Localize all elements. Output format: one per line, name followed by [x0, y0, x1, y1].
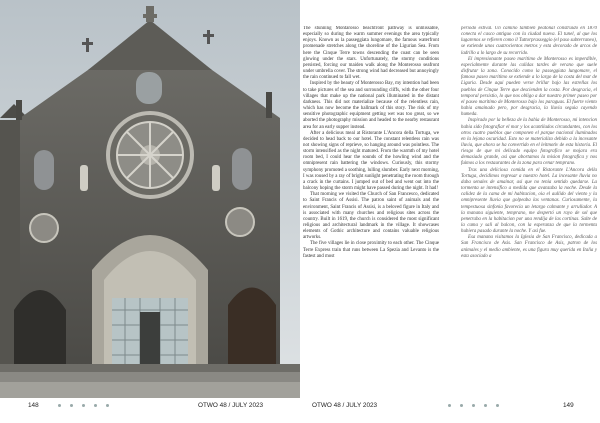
right-page	[300, 0, 600, 423]
upper-window	[136, 72, 162, 104]
spanish-paragraph-5: Esa manana visitamos la Iglesia de San Francisco, dedicada a San Francisco de Asis. San Francisco de Asis, patron de los animales y el medio ambiente, es una figura muy querida en Italia y esta asociado a	[461, 235, 597, 259]
english-paragraph-4: That morning we visited the Church of San Francesco, dedicated to Saint Francis of Assisi. The patron saint of animals and the environment, Saint Francis of Assisi, is a beloved figure in Italy and is associated with many churches and religious sites across the country. Built in 1619, the church is considered the most significant religious and architectural landmark in the village. It showcases elements of Gothic architecture and contains valuable religious artworks.	[303, 192, 439, 241]
side-window-left	[34, 150, 54, 190]
right-side-door	[228, 288, 276, 371]
left-footer-dots	[40, 402, 130, 410]
church-illustration	[0, 0, 300, 398]
left-footer-issue: OTWO 48 / JULY 2023	[198, 402, 264, 409]
english-paragraph-5: The five villages lie in close proximity to each other. The Cinque Terre Express train that runs between La Spezia and Levanto is the fastest and most	[303, 241, 439, 259]
spanish-paragraph-1: periodo estival. Un camino tambien peatonal construido en 1870 conecta el casco antiguo con la ciudad nueva. El tunel, al que los lugarenos se refieren como il Tuttorprasseggio (el paso subterraneo), se extiende unos cuatrocientos metros y esta decorado de arcos de ladrillo a lo largo de su recorrido.	[461, 26, 597, 56]
english-column	[303, 26, 439, 394]
right-page-number: 149	[563, 402, 574, 409]
left-page-number: 148	[28, 402, 39, 409]
spanish-paragraph-3: Inspirado por la belleza de la bahia de Monterosso, mi intencion habia sido fotografiar el mar y los acantilados circundantes, con los otros cuatro pueblos que componen el parque nacional iluminados en la lejana oscuridad. Esto no se materializo debido a la incesante lluvia, que ahora se ha convertido en el leitmotiv de esta historia. El riesgo de que mi delicado equipo fotografico se mojara era demasiado grande, asi que abortamos la mision fotografica y nos fuimos a los restaurantes de la zona para cenar temprano.	[461, 118, 597, 167]
english-paragraph-1: The stunning Montarosso beachfront pathway is unmissable, especially so during the warm summer evenings the area typically enjoys. Known as la passeggiata lungomare, the famous waterfront promenade stretches along the shoreline of the Ligurian Sea. From here the Cinque Terre towns descending the coast can be seen glowing under the stars. Unfortunately, the stormy conditions persisted, forcing our maiden walk along the Monterosso seafront under umbrella cover. The strong wind had decreased but annoyingly the rain continued to fall wet.	[303, 26, 439, 81]
right-footer-issue: OTWO 48 / JULY 2023	[312, 402, 378, 409]
left-side-door	[14, 290, 66, 370]
spanish-paragraph-2: El impresionante paseo maritimo de Monterosso es imperdible, especialmente durante las calidas tardes de verano que suele disfrutar la zona. Conocido como la passeggiata lungomare, el famoso paseo maritimo se extiende a lo largo de la costa del mar de Liguria. Desde aqui pueden verse brillar bajo las estrellas los pueblos de Cinque Terre que descienden la costa. Por desgracia, el temporal persistio, lo que nos obligo a dar nuestro primer paseo por el paseo maritimo de Monterosso bajo los paraguas. El fuerte viento habia amainado pero, por desgracia, la lluvia seguia cayendo humeda.	[461, 56, 597, 118]
english-paragraph-3: After a delicious meal at Ristorante L'Ancora della Tortuga, we decided to head back to our hotel. The constant relentless rain was not showing signs of reprieve, so hanging around was pointless. The storm intensified as the night matured. From the warmth of my hotel room bed, I could hear the sounds of the howling wind and the omnipresent rain battering the windows. Curiously, this stormy symphony promoted a soothing, lulling slumber. Early next morning, I was roused by a ray of bright sunlight penetrating the room through a crack in the curtains. I jumped out of bed and went out into the balcony hoping the storm might have passed during the night. It had!	[303, 130, 439, 192]
english-paragraph-2: Inspired by the beauty of Monterosso Bay, my intention had been to take pictures of the sea and surrounding cliffs, with the other four villages that make up the national park illuminated in the distant darkness. This did not materialize because of the relentless rain, which has now become the hallmark of this story. The risk of my sensitive photographic equipment getting wet was too great, so we aborted the photography mission and headed to the nearby restaurant area for an early supper instead.	[303, 81, 439, 130]
church-steps	[0, 382, 300, 398]
spanish-column	[461, 26, 597, 394]
right-footer-dots	[430, 402, 520, 410]
side-window-right	[232, 148, 252, 190]
door-opening	[140, 312, 160, 370]
spanish-paragraph-4: Tras una deliciosa comida en el Ristorante L'Ancora della Tortuga, decidimos regresar a nuestro hotel. La incesante lluvia no daba senales de amainar, asi que no tenia sentido quedarse. La tormenta se intensifico a medida que avanzaba la noche. Desde la calidez de la cama de mi habitacion, oia el aullido del viento y la omnipresente lluvia que golpeaba las ventanas. Curiosamente, la tempestuosa sinfonia favorecia un letargo calmante y arrullador. A la manana siguiente, temprano, me despertó un rayo de sol que penetraba en la habitacion por una rendija de las cortinas. Salte de la cama y sali al balcon, con la esperanza de que la tormenta hubiera pasado durante la noche. Y asi fue.	[461, 167, 597, 235]
church-photo	[0, 0, 300, 398]
